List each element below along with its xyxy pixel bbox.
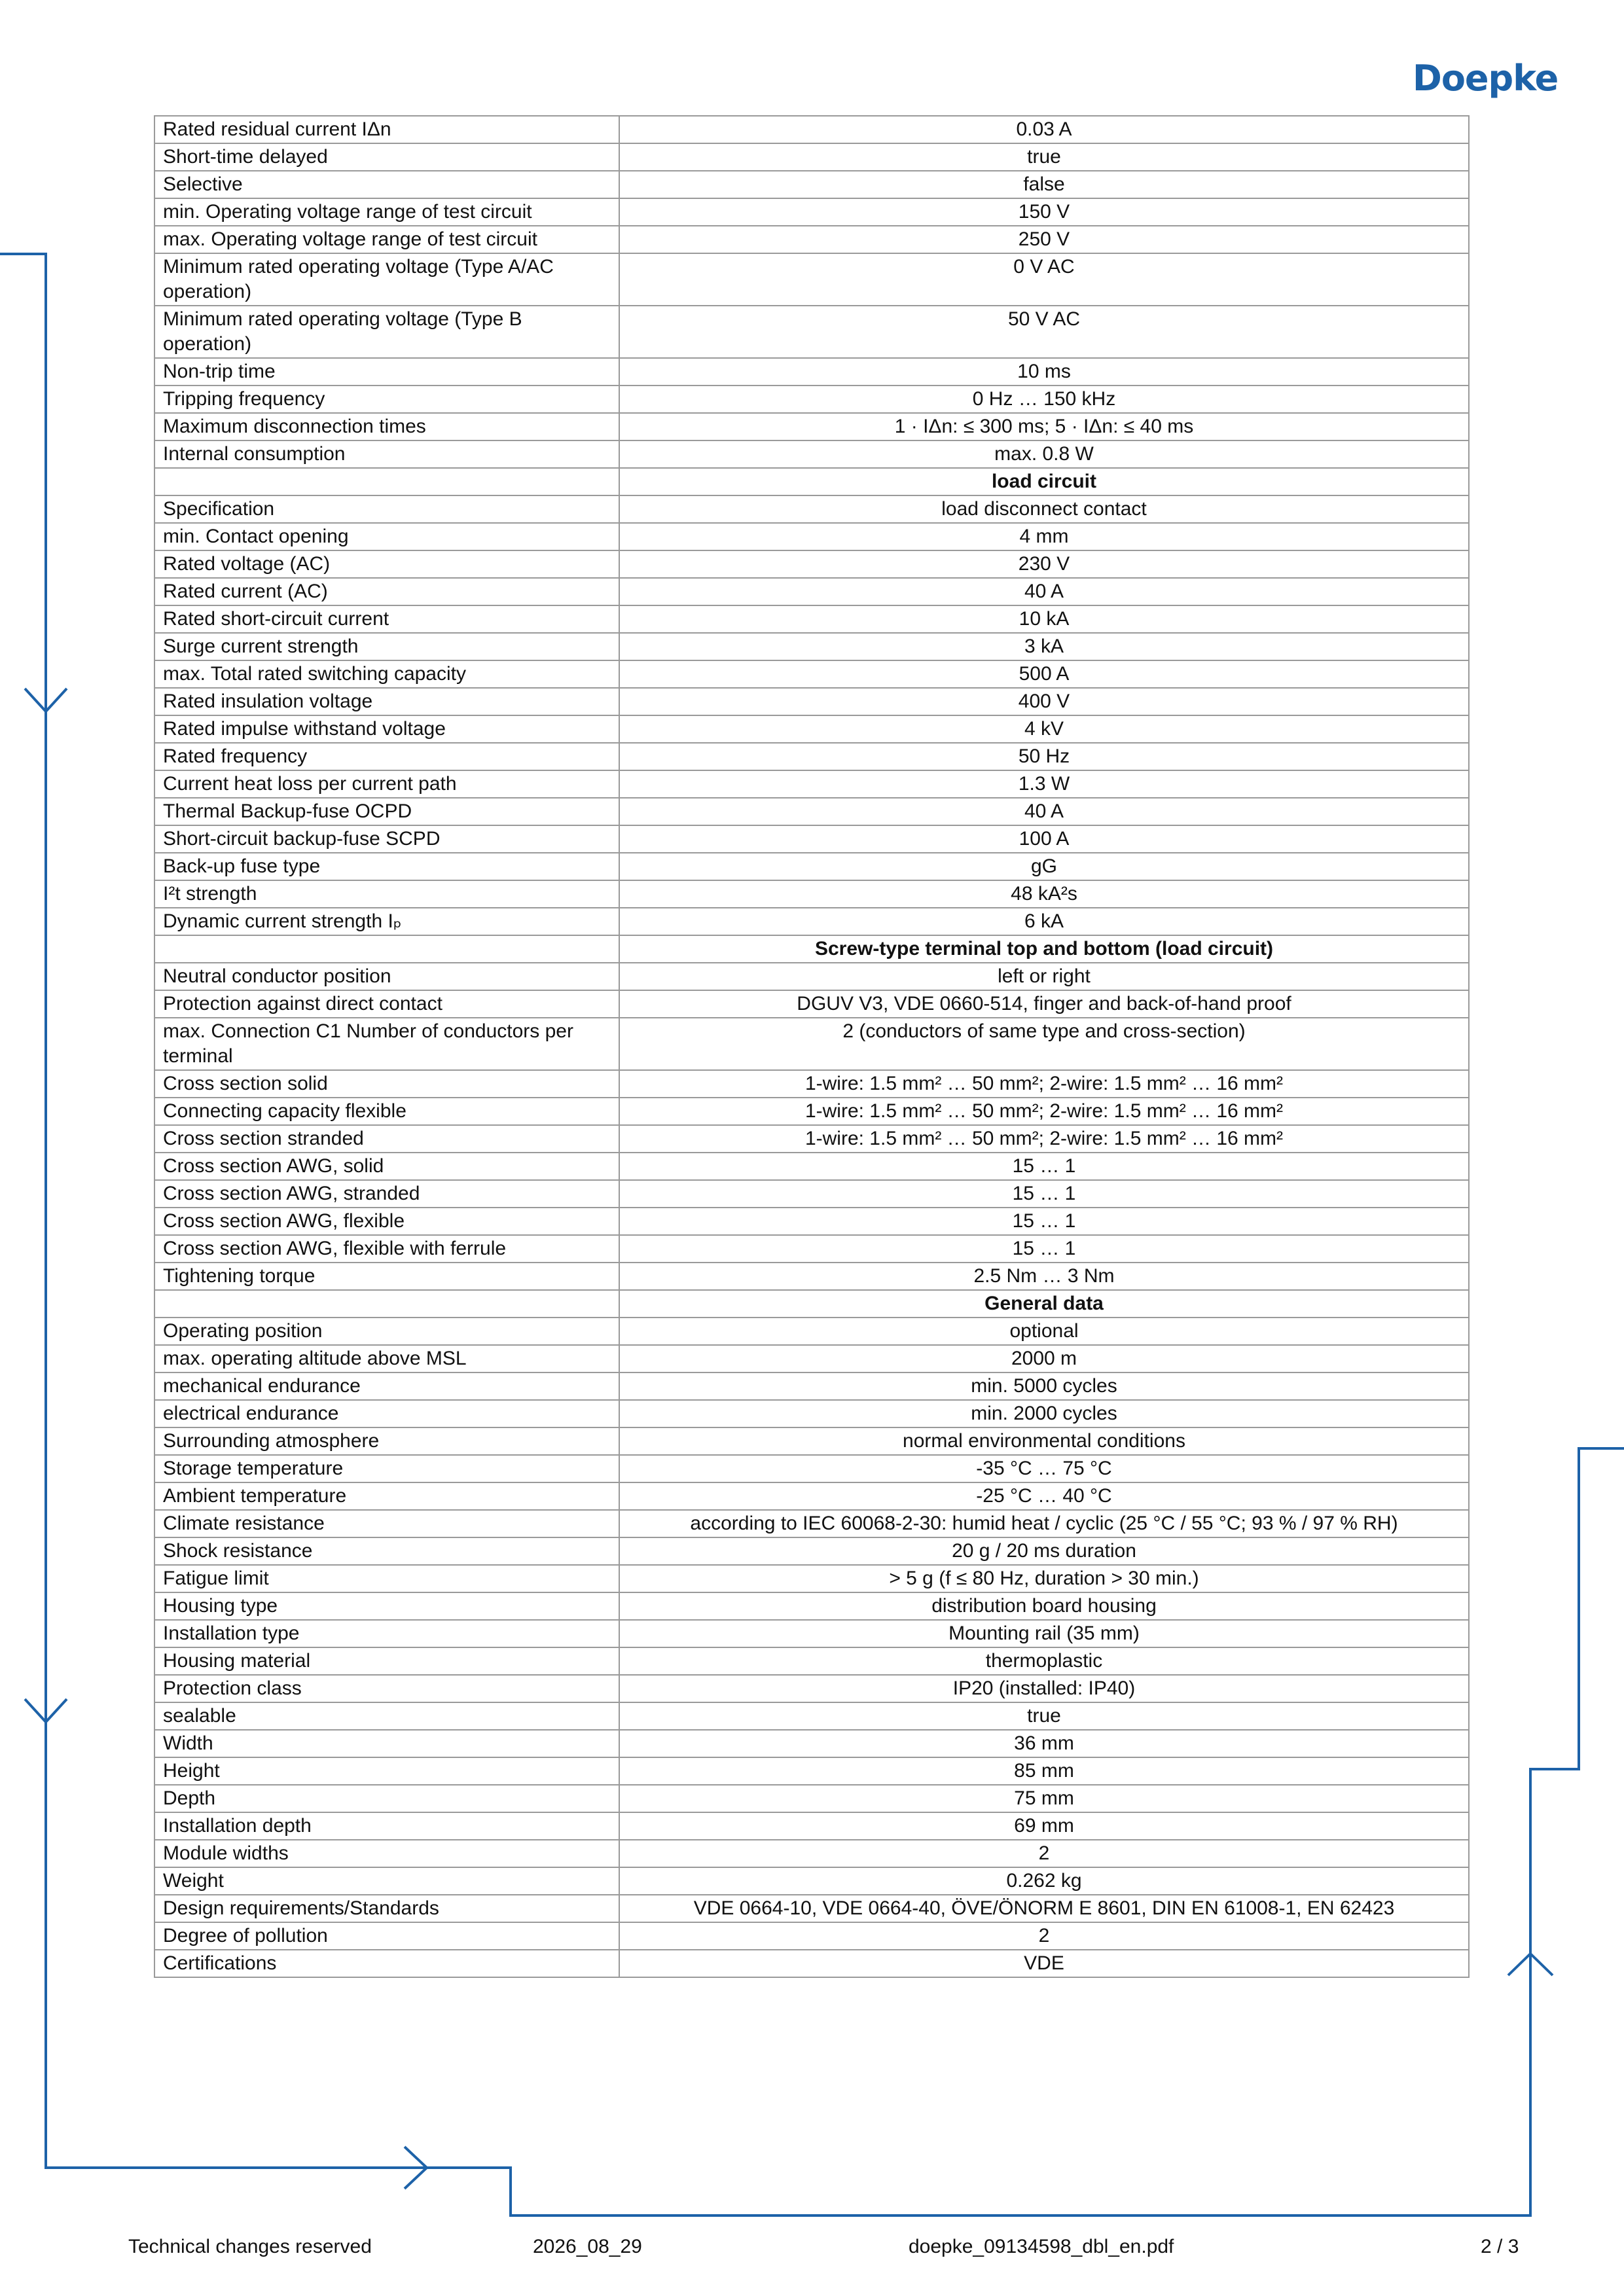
spec-row [154,1345,1469,1372]
spec-value: VDE [619,1950,1469,1977]
spec-label: Surrounding atmosphere [154,1427,619,1455]
spec-row [154,386,1469,413]
spec-value: optional [619,1318,1469,1345]
spec-value: 20 g / 20 ms duration [619,1537,1469,1565]
spec-row [154,825,1469,853]
spec-value: Mounting rail (35 mm) [619,1620,1469,1647]
spec-label: Connecting capacity flexible [154,1098,619,1125]
spec-label: Tightening torque [154,1263,619,1290]
spec-value: true [619,1702,1469,1730]
spec-value: 1-wire: 1.5 mm² … 50 mm²; 2-wire: 1.5 mm² … 16 mm² [619,1125,1469,1153]
specification-table-body [154,116,1469,1977]
spec-label: Rated short-circuit current [154,605,619,633]
spec-label: max. operating altitude above MSL [154,1345,619,1372]
spec-row [154,1235,1469,1263]
section-title: General data [619,1290,1469,1318]
spec-label: Rated frequency [154,743,619,770]
spec-value: 0 V AC [619,253,1469,306]
spec-row [154,990,1469,1018]
spec-label: Housing material [154,1647,619,1675]
spec-label: Protection class [154,1675,619,1702]
spec-row [154,306,1469,358]
spec-value: 500 A [619,660,1469,688]
spec-label: Installation type [154,1620,619,1647]
spec-value: distribution board housing [619,1592,1469,1620]
spec-value: 10 kA [619,605,1469,633]
spec-row [154,1730,1469,1757]
spec-label: Rated impulse withstand voltage [154,715,619,743]
spec-label: max. Total rated switching capacity [154,660,619,688]
spec-label: Short-time delayed [154,143,619,171]
spec-value: gG [619,853,1469,880]
spec-value: 4 kV [619,715,1469,743]
spec-row [154,1812,1469,1840]
spec-row [154,1153,1469,1180]
spec-label: Cross section AWG, flexible with ferrule [154,1235,619,1263]
spec-row [154,495,1469,523]
spec-label: electrical endurance [154,1400,619,1427]
spec-row [154,1070,1469,1098]
spec-value: min. 5000 cycles [619,1372,1469,1400]
spec-label: Short-circuit backup-fuse SCPD [154,825,619,853]
spec-label: Internal consumption [154,440,619,468]
spec-value: 2 [619,1840,1469,1867]
spec-label: Specification [154,495,619,523]
spec-row [154,1785,1469,1812]
spec-value: 1-wire: 1.5 mm² … 50 mm²; 2-wire: 1.5 mm² … 16 mm² [619,1070,1469,1098]
spec-label: Tripping frequency [154,386,619,413]
spec-label: Depth [154,1785,619,1812]
spec-label: mechanical endurance [154,1372,619,1400]
spec-value: 2.5 Nm … 3 Nm [619,1263,1469,1290]
section-header-row [154,1290,1469,1318]
brand-logo: Doepke [1413,58,1559,99]
spec-value: load disconnect contact [619,495,1469,523]
spec-row [154,1208,1469,1235]
spec-row [154,853,1469,880]
spec-row [154,1510,1469,1537]
spec-row [154,1372,1469,1400]
spec-row [154,1840,1469,1867]
spec-row [154,1400,1469,1427]
spec-value: max. 0.8 W [619,440,1469,468]
spec-row [154,1702,1469,1730]
spec-value: normal environmental conditions [619,1427,1469,1455]
spec-value: 2000 m [619,1345,1469,1372]
footer-page-number: 2 / 3 [1481,2236,1519,2257]
spec-row [154,908,1469,935]
spec-row [154,578,1469,605]
spec-value: min. 2000 cycles [619,1400,1469,1427]
spec-label: Rated current (AC) [154,578,619,605]
spec-row [154,1675,1469,1702]
spec-row [154,1482,1469,1510]
spec-value: 48 kA²s [619,880,1469,908]
spec-label: Height [154,1757,619,1785]
spec-row [154,688,1469,715]
spec-row [154,1125,1469,1153]
spec-row [154,1018,1469,1070]
spec-label: min. Contact opening [154,523,619,550]
spec-label [154,1290,619,1318]
spec-label: Minimum rated operating voltage (Type A/AC operation) [154,253,619,306]
spec-row [154,440,1469,468]
spec-label: Rated insulation voltage [154,688,619,715]
spec-value: 1-wire: 1.5 mm² … 50 mm²; 2-wire: 1.5 mm² … 16 mm² [619,1098,1469,1125]
spec-label: Operating position [154,1318,619,1345]
spec-row [154,1592,1469,1620]
spec-label: I²t strength [154,880,619,908]
spec-value: 0.262 kg [619,1867,1469,1895]
spec-label: Selective [154,171,619,198]
spec-value: 0 Hz … 150 kHz [619,386,1469,413]
spec-value: 40 A [619,578,1469,605]
spec-row [154,253,1469,306]
footer-notice: Technical changes reserved [128,2236,372,2257]
spec-label [154,935,619,963]
spec-label: Cross section AWG, flexible [154,1208,619,1235]
spec-label: Storage temperature [154,1455,619,1482]
spec-row [154,1455,1469,1482]
spec-label: sealable [154,1702,619,1730]
spec-row [154,1263,1469,1290]
spec-value: 1 · IΔn: ≤ 300 ms; 5 · IΔn: ≤ 40 ms [619,413,1469,440]
spec-label: Minimum rated operating voltage (Type B operation) [154,306,619,358]
spec-value: 50 Hz [619,743,1469,770]
spec-row [154,963,1469,990]
spec-row [154,1180,1469,1208]
spec-row [154,770,1469,798]
spec-label: Design requirements/Standards [154,1895,619,1922]
spec-value: thermoplastic [619,1647,1469,1675]
spec-row [154,1537,1469,1565]
spec-value: 36 mm [619,1730,1469,1757]
spec-row [154,413,1469,440]
section-title: Screw-type terminal top and bottom (load circuit) [619,935,1469,963]
spec-label: Climate resistance [154,1510,619,1537]
spec-row [154,660,1469,688]
spec-value: -35 °C … 75 °C [619,1455,1469,1482]
spec-row [154,880,1469,908]
spec-row [154,226,1469,253]
spec-label: Maximum disconnection times [154,413,619,440]
spec-value: 75 mm [619,1785,1469,1812]
spec-label: Cross section AWG, solid [154,1153,619,1180]
spec-row [154,523,1469,550]
footer-filename: doepke_09134598_dbl_en.pdf [909,2236,1174,2257]
spec-value: 0.03 A [619,116,1469,143]
spec-row [154,1620,1469,1647]
specification-table [154,115,1470,1978]
spec-label: Fatigue limit [154,1565,619,1592]
spec-label: Installation depth [154,1812,619,1840]
footer-date: 2026_08_29 [533,2236,642,2257]
spec-label: Rated voltage (AC) [154,550,619,578]
spec-value: 10 ms [619,358,1469,386]
spec-label: Cross section stranded [154,1125,619,1153]
spec-label: Neutral conductor position [154,963,619,990]
spec-row [154,798,1469,825]
spec-label: Width [154,1730,619,1757]
spec-label: Protection against direct contact [154,990,619,1018]
spec-row [154,550,1469,578]
spec-row [154,743,1469,770]
spec-value: 69 mm [619,1812,1469,1840]
spec-label: Cross section AWG, stranded [154,1180,619,1208]
spec-value: 4 mm [619,523,1469,550]
spec-value: 150 V [619,198,1469,226]
spec-label: min. Operating voltage range of test circuit [154,198,619,226]
spec-value: VDE 0664-10, VDE 0664-40, ÖVE/ÖNORM E 8601, DIN EN 61008-1, EN 62423 [619,1895,1469,1922]
spec-row [154,1318,1469,1345]
spec-value: 100 A [619,825,1469,853]
spec-value: according to IEC 60068-2-30: humid heat / cyclic (25 °C / 55 °C; 93 % / 97 % RH) [619,1510,1469,1537]
spec-value: 15 … 1 [619,1153,1469,1180]
spec-value: 400 V [619,688,1469,715]
spec-row [154,1647,1469,1675]
spec-value: 50 V AC [619,306,1469,358]
spec-label [154,468,619,495]
spec-label: Housing type [154,1592,619,1620]
spec-label: Surge current strength [154,633,619,660]
spec-row [154,198,1469,226]
spec-row [154,1565,1469,1592]
spec-label: Ambient temperature [154,1482,619,1510]
spec-label: Weight [154,1867,619,1895]
spec-value: 40 A [619,798,1469,825]
spec-label: max. Connection C1 Number of conductors per terminal [154,1018,619,1070]
spec-label: Thermal Backup-fuse OCPD [154,798,619,825]
spec-value: true [619,143,1469,171]
spec-value: -25 °C … 40 °C [619,1482,1469,1510]
spec-label: Certifications [154,1950,619,1977]
section-title: load circuit [619,468,1469,495]
spec-row [154,1950,1469,1977]
spec-row [154,1098,1469,1125]
spec-value: 2 [619,1922,1469,1950]
spec-value: 250 V [619,226,1469,253]
spec-value: DGUV V3, VDE 0660-514, finger and back-of-hand proof [619,990,1469,1018]
spec-row [154,605,1469,633]
spec-label: Rated residual current IΔn [154,116,619,143]
spec-row [154,171,1469,198]
spec-value: left or right [619,963,1469,990]
spec-value: 15 … 1 [619,1235,1469,1263]
spec-label: Degree of pollution [154,1922,619,1950]
spec-value: IP20 (installed: IP40) [619,1675,1469,1702]
spec-value: 6 kA [619,908,1469,935]
spec-value: 1.3 W [619,770,1469,798]
spec-label: Back-up fuse type [154,853,619,880]
spec-value: 3 kA [619,633,1469,660]
spec-row [154,1867,1469,1895]
spec-row [154,116,1469,143]
spec-row [154,143,1469,171]
spec-label: Non-trip time [154,358,619,386]
section-header-row [154,935,1469,963]
spec-row [154,1757,1469,1785]
spec-label: Module widths [154,1840,619,1867]
spec-row [154,358,1469,386]
spec-value: 230 V [619,550,1469,578]
spec-row [154,1922,1469,1950]
spec-value: 85 mm [619,1757,1469,1785]
spec-row [154,715,1469,743]
spec-label: Dynamic current strength Iₚ [154,908,619,935]
spec-label: Shock resistance [154,1537,619,1565]
spec-value: > 5 g (f ≤ 80 Hz, duration > 30 min.) [619,1565,1469,1592]
right-flow-line [1530,1448,1624,1954]
spec-label: max. Operating voltage range of test circuit [154,226,619,253]
spec-value: 2 (conductors of same type and cross-section) [619,1018,1469,1070]
spec-row [154,1895,1469,1922]
spec-value: 15 … 1 [619,1208,1469,1235]
section-header-row [154,468,1469,495]
spec-row [154,633,1469,660]
spec-label: Current heat loss per current path [154,770,619,798]
spec-label: Cross section solid [154,1070,619,1098]
spec-row [154,1427,1469,1455]
spec-value: false [619,171,1469,198]
spec-value: 15 … 1 [619,1180,1469,1208]
